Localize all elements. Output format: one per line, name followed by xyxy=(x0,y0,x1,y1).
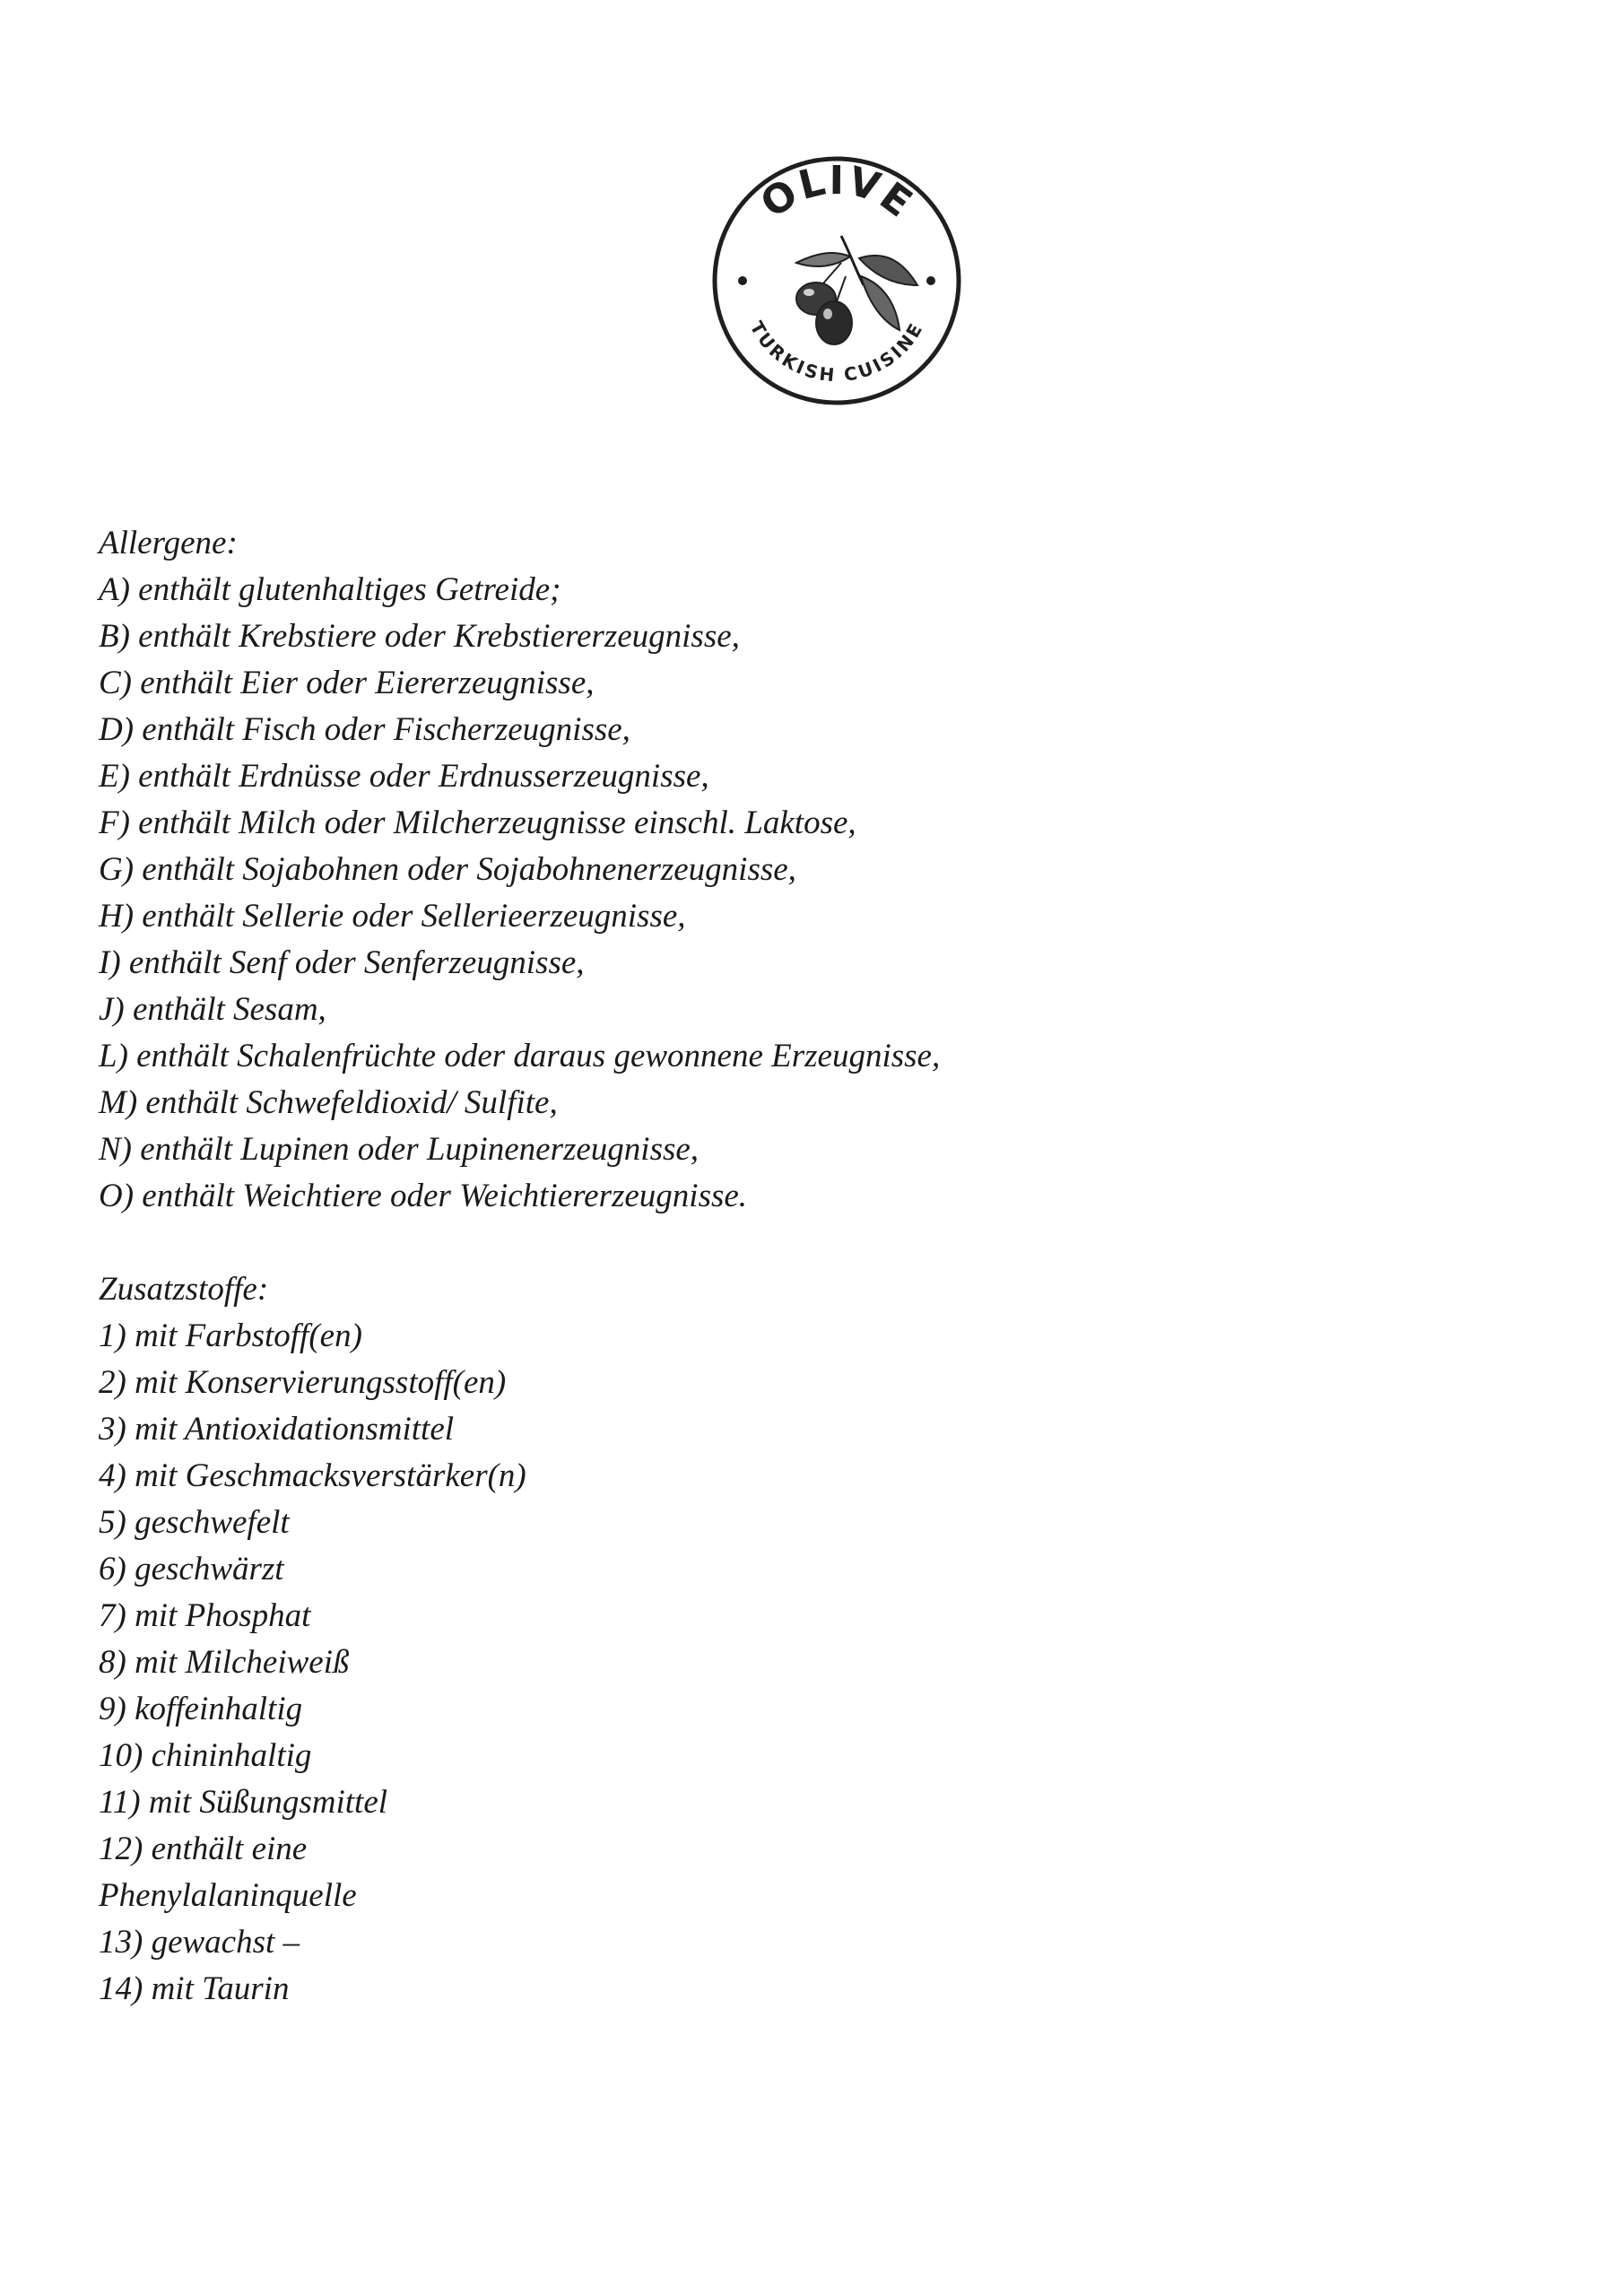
additive-item: 1) mit Farbstoff(en) xyxy=(99,1318,362,1354)
restaurant-logo xyxy=(707,151,967,411)
allergen-item: D) enthält Fisch oder Fischerzeugnisse, xyxy=(99,711,630,748)
logo-left-dot xyxy=(738,276,747,285)
logo-subtitle-text: TURKISH CUISINE xyxy=(745,317,928,387)
allergen-item: O) enthält Weichtiere oder Weichtiererzeugnisse. xyxy=(99,1178,748,1214)
allergen-item: F) enthält Milch oder Milcherzeugnisse einschl. Laktose, xyxy=(99,804,856,841)
additive-item: 4) mit Geschmacksverstärker(n) xyxy=(99,1457,526,1494)
allergen-item: L) enthält Schalenfrüchte oder daraus gewonnene Erzeugnisse, xyxy=(99,1038,941,1074)
additive-item: 10) chininhaltig xyxy=(99,1737,312,1774)
additives-list xyxy=(99,1313,1516,2013)
allergen-item: B) enthält Krebstiere oder Krebstiererzeugnisse, xyxy=(99,618,740,655)
additive-item: 11) mit Süßungsmittel xyxy=(99,1784,388,1821)
additive-item: 14) mit Taurin xyxy=(99,1970,290,2007)
additive-item: 12) enthält eine Phenylalaninquelle xyxy=(99,1831,357,1914)
additive-item: 9) koffeinhaltig xyxy=(99,1691,303,1727)
allergens-list xyxy=(99,567,1516,1220)
olive-branch-icon xyxy=(796,236,917,344)
additive-item: 6) geschwärzt xyxy=(99,1551,284,1587)
additive-item: 8) mit Milcheiweiß xyxy=(99,1644,350,1681)
allergen-item: I) enthält Senf oder Senferzeugnisse, xyxy=(99,944,585,981)
allergen-item: C) enthält Eier oder Eiererzeugnisse, xyxy=(99,665,595,701)
olive-logo-emblem xyxy=(707,151,967,411)
allergen-item: J) enthält Sesam, xyxy=(99,991,326,1028)
allergen-info-page xyxy=(99,520,1516,2013)
additive-item: 5) geschwefelt xyxy=(99,1504,290,1541)
logo-title-text: OLIVE xyxy=(752,157,922,228)
allergen-item: H) enthält Sellerie oder Sellerieerzeugnisse, xyxy=(99,898,686,935)
allergen-item: N) enthält Lupinen oder Lupinenerzeugnisse, xyxy=(99,1131,700,1168)
additive-item: 3) mit Antioxidationsmittel xyxy=(99,1411,455,1448)
section-spacer xyxy=(99,1220,1516,1266)
additives-heading: Zusatzstoffe: xyxy=(99,1271,269,1308)
additive-item: 13) gewachst – xyxy=(99,1924,300,1961)
allergen-item: E) enthält Erdnüsse oder Erdnusserzeugnisse, xyxy=(99,758,709,795)
allergens-heading: Allergene: xyxy=(99,525,238,561)
allergen-item: M) enthält Schwefeldioxid/ Sulfite, xyxy=(99,1084,558,1121)
logo-right-dot xyxy=(926,276,935,285)
allergen-item: A) enthält glutenhaltiges Getreide; xyxy=(99,571,561,608)
additive-item: 7) mit Phosphat xyxy=(99,1597,311,1634)
additive-item: 2) mit Konservierungsstoff(en) xyxy=(99,1364,507,1401)
allergen-item: G) enthält Sojabohnen oder Sojabohnenerzeugnisse, xyxy=(99,851,796,888)
